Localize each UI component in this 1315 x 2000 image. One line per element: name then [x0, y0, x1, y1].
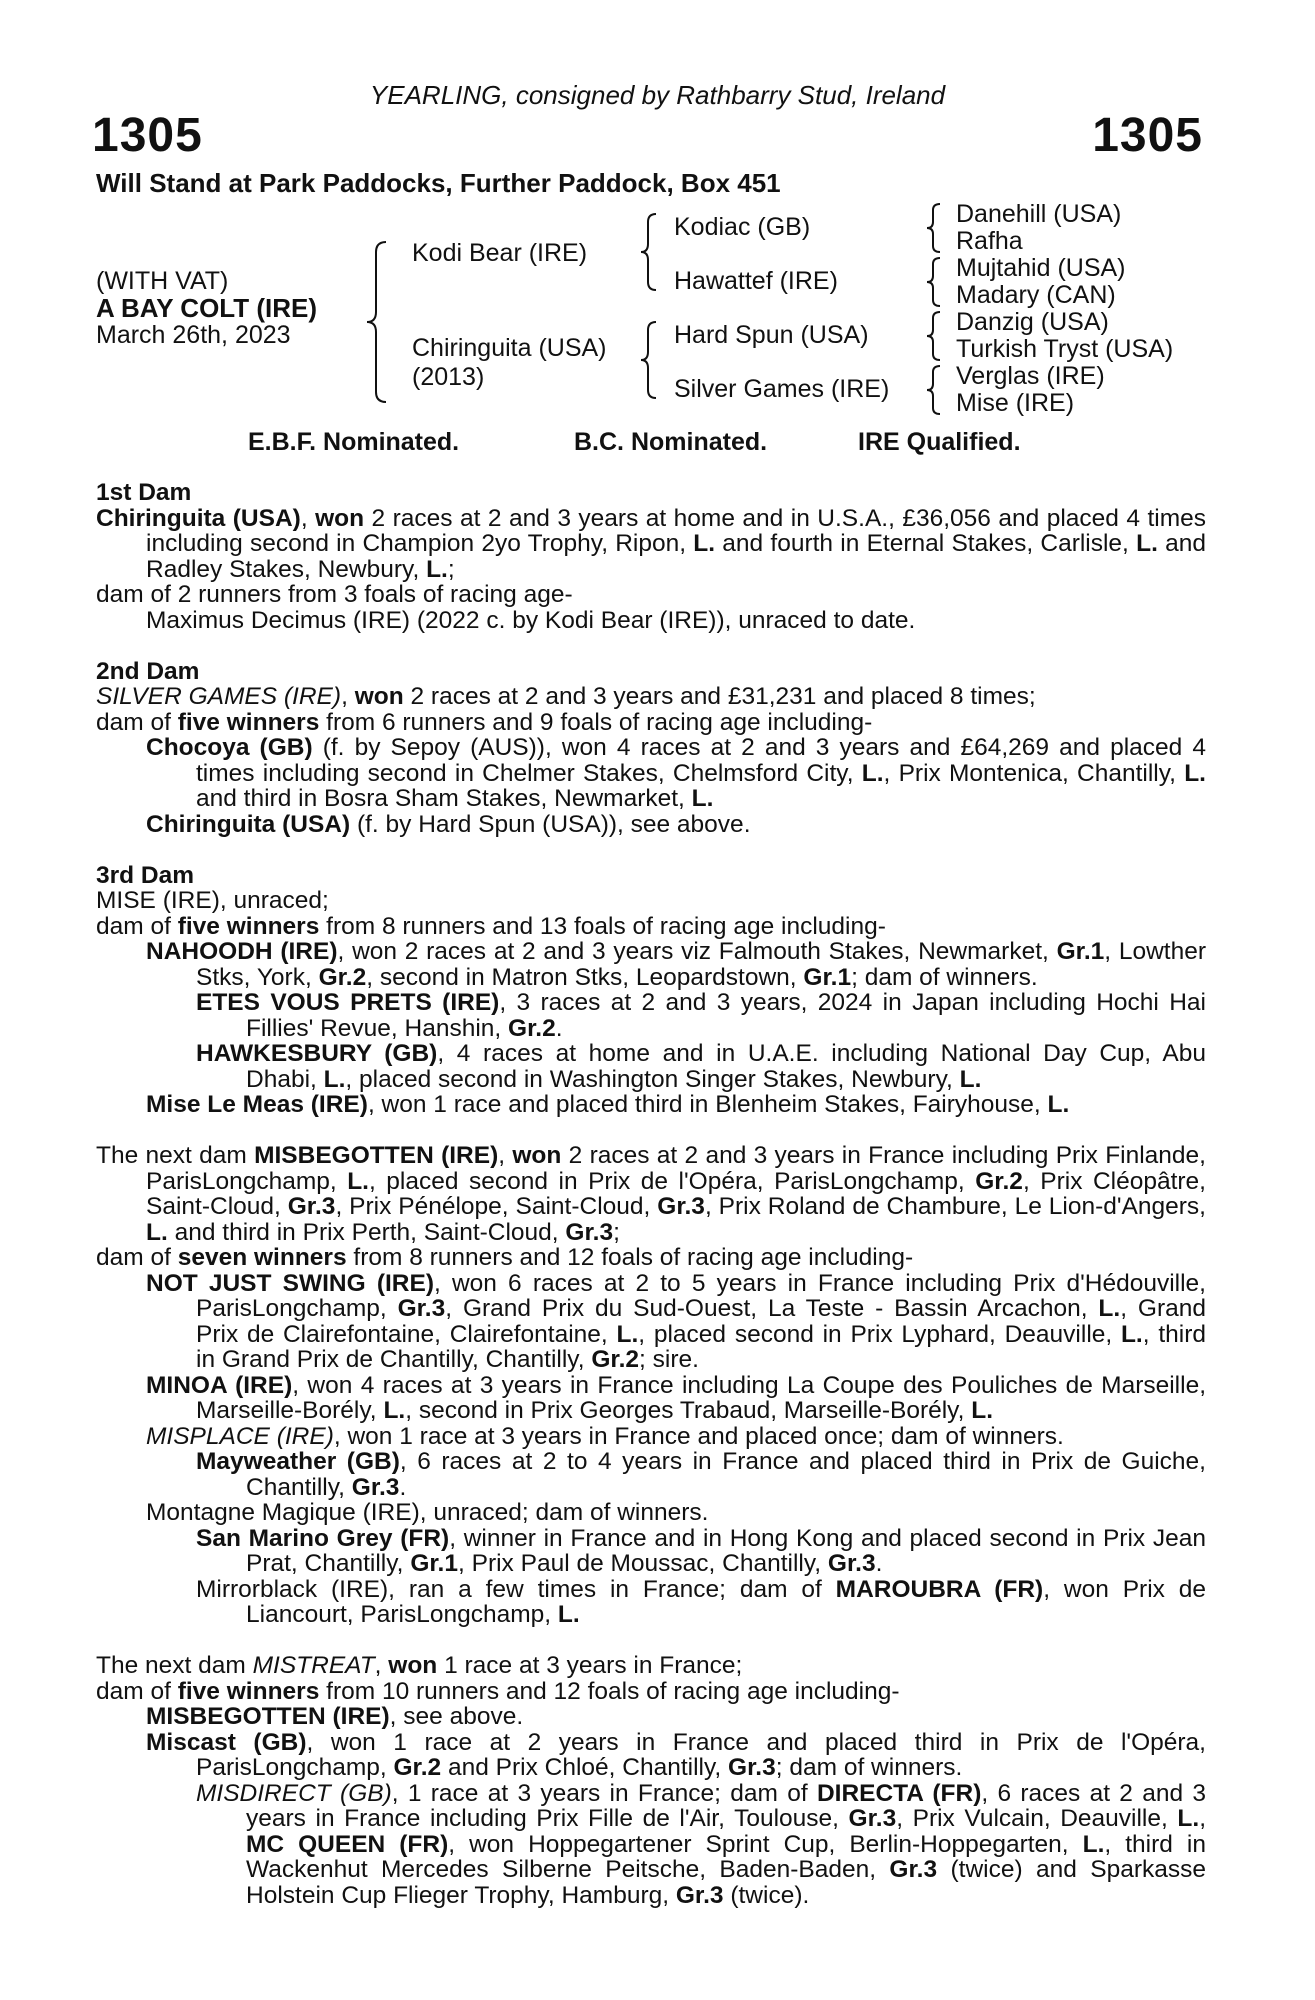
text: , placed second in Prix de l'Opéra, ParisLongchamp, — [368, 1167, 976, 1195]
text: and third in Prix Perth, Saint-Cloud, — [167, 1218, 566, 1246]
bracket-sire — [638, 210, 660, 294]
text: dam of — [96, 708, 178, 736]
grandparent-7: Verglas (IRE) — [956, 362, 1105, 390]
text: , 6 races at 2 to 4 years in France and placed third in Prix de Guiche, Chantilly, — [246, 1448, 1206, 1501]
text: dam of — [96, 1677, 178, 1705]
listed-tag: L. — [691, 785, 714, 812]
horse-name: MAROUBRA (FR) — [835, 1575, 1044, 1603]
stand-location: Will Stand at Park Paddocks, Further Paddock, Box 451 — [96, 168, 781, 198]
mistreat-produce-summary — [96, 1679, 1206, 1705]
group-tag: Gr.3 — [848, 1805, 897, 1832]
group-tag: Gr.3 — [351, 1473, 400, 1501]
first-dam-produce-item: Maximus Decimus (IRE) (2022 c. by Kodi Bear (IRE)), unraced to date. — [146, 606, 916, 634]
produce-chiringuita — [96, 812, 1206, 838]
text: , Grand Prix de Clairefontaine, Clairefontaine, — [196, 1295, 1206, 1348]
group-tag: Gr.2 — [393, 1754, 442, 1781]
text: (f. by Hard Spun (USA)), see above. — [350, 810, 751, 838]
winners-count: five winners — [177, 912, 320, 940]
group-tag: Gr.2 — [508, 1014, 556, 1042]
dam-year: (2013) — [412, 363, 485, 391]
horse-name: Chiringuita (USA) — [146, 810, 351, 838]
text: , 6 races at 2 and 3 years in France including Prix Fille de l'Air, Toulouse, — [246, 1779, 1207, 1832]
won-label: won — [512, 1142, 562, 1169]
text: , won 1 race and placed third in Blenheim Stakes, Fairyhouse, — [367, 1091, 1048, 1118]
ire-qualified: IRE Qualified. — [858, 428, 1021, 456]
winners-count: five winners — [177, 708, 320, 736]
second-dam-produce-summary — [96, 710, 1206, 736]
text: and third in Bosra Sham Stakes, Newmarket, — [196, 785, 692, 812]
text: and Prix Chloé, Chantilly, — [441, 1754, 729, 1781]
group-tag: Gr.2 — [318, 963, 367, 991]
produce-hawkesbury — [96, 1041, 1206, 1092]
text: (twice). — [723, 1881, 810, 1909]
group-tag: Gr.3 — [565, 1218, 614, 1246]
text: . — [875, 1550, 883, 1577]
text: ; dam of winners. — [775, 1754, 963, 1781]
listed-tag: L. — [861, 759, 884, 787]
ebf-nominated: E.B.F. Nominated. — [248, 428, 460, 456]
bc-nominated: B.C. Nominated. — [574, 428, 768, 456]
text: , Lowther Stks, York, — [196, 938, 1206, 991]
text: , won 6 races at 2 to 5 years in France including Prix d'Hédouville, ParisLongchamp, — [196, 1269, 1206, 1322]
text: from 6 runners and 9 foals of racing age including- — [319, 708, 873, 736]
horse-name: MISDIRECT (GB) — [196, 1779, 392, 1807]
listed-tag: L. — [693, 530, 716, 557]
text: , won 1 race at 3 years in France and placed once; dam of winners. — [333, 1422, 1064, 1450]
text: , 3 races at 2 and 3 years, 2024 in Japan including Hochi Hai Fillies' Revue, Hanshin, — [246, 989, 1206, 1042]
horse-name: MC QUEEN (FR) — [246, 1830, 449, 1858]
horse-name: Mise Le Meas (IRE) — [146, 1091, 368, 1118]
third-dam-produce-summary — [96, 914, 1206, 940]
listed-tag: L. — [146, 1218, 168, 1246]
horse-name: Mayweather (GB) — [196, 1448, 400, 1475]
text: 2 races at 2 and 3 years at home and in U.S.A., £36,056 and placed 4 times including second in Champion 2yo Trophy, Ripon, — [146, 504, 1206, 557]
produce-misdirect: MISDIRECT (GB), 1 race at 3 years in France; dam of DIRECTA (FR), 6 races at 2 and 3 years in France including Prix Fille de l'Air, Toulouse, Gr.3, Prix Vulcain, Deauville, L., MC QUEEN (FR), won Hoppegartener Sprint Cup, Berlin-Hoppegarten, L., third in Wackenhut Mercedes Silberne Peitsche, Baden-Baden, Gr.3 (twice) and Sparkasse Holstein Cup Flieger Trophy, Hamburg, Gr.3 (twice). — [196, 1779, 1207, 1909]
produce-etes-vous-prets — [96, 990, 1206, 1041]
text: (f. by Sepoy (AUS)), won 4 races at 2 and 3 years and £64,269 and placed 4 times including second in Chelmer Stakes, Chelmsford City, — [196, 734, 1206, 787]
dam: Chiringuita (USA) — [412, 334, 607, 362]
horse-name: Chocoya (GB) — [146, 734, 313, 761]
text: , 4 races at home and in U.A.E. including National Day Cup, Abu Dhabi, — [246, 1040, 1206, 1093]
consignment-line: YEARLING, consigned by Rathbarry Stud, Ireland — [369, 80, 946, 110]
produce-not-just-swing — [96, 1271, 1206, 1373]
group-tag: Gr.1 — [803, 963, 852, 991]
won-label: won — [354, 683, 404, 710]
misbegotten-produce-summary — [96, 1245, 1206, 1271]
grandparent-1: Danehill (USA) — [956, 200, 1122, 228]
produce-montagne-magique: Montagne Magique (IRE), unraced; dam of winners. — [146, 1499, 709, 1526]
horse-name: ETES VOUS PRETS (IRE) — [196, 989, 500, 1016]
text: , Grand Prix du Sud-Ouest, La Teste - Bassin Arcachon, — [445, 1295, 1099, 1322]
produce-minoa — [96, 1373, 1206, 1424]
text: , second in Prix Georges Trabaud, Marseille-Borély, — [405, 1397, 972, 1424]
text: , 1 race at 3 years in France; dam of — [391, 1779, 817, 1807]
grandparent-2: Rafha — [956, 227, 1023, 255]
text: , won Prix de Liancourt, ParisLongchamp, — [246, 1575, 1206, 1628]
horse-name: MINOA (IRE) — [146, 1371, 293, 1399]
third-dam-heading: 3rd Dam — [96, 861, 195, 889]
grandparent-6: Turkish Tryst (USA) — [956, 335, 1174, 363]
text: , won Hoppegartener Sprint Cup, Berlin-Hoppegarten, — [448, 1830, 1083, 1858]
dam-dam: Silver Games (IRE) — [674, 375, 890, 403]
text: , won 1 race at 2 years in France and placed third in Prix de l'Opéra, ParisLongchamp, — [196, 1728, 1206, 1781]
text: ; dam of winners. — [851, 963, 1038, 991]
horse-name: NOT JUST SWING (IRE) — [146, 1269, 434, 1297]
horse-name: NAHOODH (IRE) — [146, 938, 338, 965]
horse-name: MISTREAT — [252, 1652, 375, 1679]
bracket-dam — [638, 318, 660, 402]
text: from 10 runners and 12 foals of racing age including- — [319, 1677, 900, 1705]
sire: Kodi Bear (IRE) — [412, 239, 588, 267]
produce-mayweather — [96, 1449, 1206, 1500]
lot-number-right: 1305 — [1092, 109, 1203, 162]
listed-tag: L. — [616, 1320, 639, 1348]
listed-tag: L. — [1047, 1091, 1070, 1118]
produce-miscast — [96, 1730, 1206, 1781]
group-tag: Gr.1 — [410, 1550, 458, 1577]
sire-dam: Hawattef (IRE) — [674, 267, 838, 295]
dam-sire: Hard Spun (USA) — [674, 321, 869, 349]
text: , Prix Montenica, Chantilly, — [883, 759, 1185, 787]
first-dam-name: Chiringuita (USA) — [96, 504, 301, 532]
bracket-g4 — [924, 362, 944, 418]
group-tag: Gr.3 — [675, 1881, 724, 1909]
text: , Prix Roland de Chambure, Le Lion-d'Angers, — [704, 1193, 1206, 1220]
produce-chocoya — [96, 735, 1206, 812]
first-dam-heading: 1st Dam — [96, 479, 192, 506]
bracket-main — [364, 238, 394, 406]
group-tag: Gr.3 — [827, 1550, 876, 1577]
text: , won 4 races at 3 years in France including La Coupe des Pouliches de Marseille, Marseille-Borély, — [196, 1371, 1207, 1424]
group-tag: Gr.3 — [397, 1295, 446, 1322]
text: 2 races at 2 and 3 years and £31,231 and placed 8 times; — [403, 683, 1036, 710]
listed-tag: L. — [971, 1397, 994, 1424]
group-tag: Gr.3 — [287, 1193, 336, 1220]
produce-nahoodh — [96, 939, 1206, 990]
text: 2 races at 2 and 3 years in France including Prix Finlande, ParisLongchamp, — [146, 1142, 1206, 1195]
sire-sire: Kodiac (GB) — [674, 213, 811, 241]
text: ; — [447, 555, 455, 583]
winners-count: five winners — [177, 1677, 320, 1705]
text: , placed second in Washington Singer Stakes, Newbury, — [345, 1065, 960, 1093]
bracket-g2 — [924, 254, 944, 310]
listed-tag: L. — [1184, 759, 1206, 787]
vat-note: (WITH VAT) — [96, 267, 229, 295]
listed-tag: L. — [1177, 1805, 1200, 1832]
bracket-g1 — [924, 200, 944, 256]
grandparent-8: Mise (IRE) — [956, 389, 1075, 417]
group-tag: Gr.2 — [975, 1167, 1023, 1195]
text: The next dam — [96, 1652, 253, 1679]
text: , Prix Vulcain, Deauville, — [896, 1805, 1178, 1832]
listed-tag: L. — [557, 1601, 580, 1628]
listed-tag: L. — [323, 1065, 346, 1093]
group-tag: Gr.3 — [889, 1856, 938, 1883]
text: from 8 runners and 12 foals of racing age including- — [346, 1244, 914, 1271]
text: 1 race at 3 years in France; — [437, 1652, 743, 1679]
third-dam-record: MISE (IRE), unraced; — [96, 887, 329, 914]
text: . — [555, 1014, 563, 1042]
produce-misplace — [96, 1424, 1206, 1450]
bracket-g3 — [924, 308, 944, 364]
horse-name: HAWKESBURY (GB) — [196, 1040, 438, 1067]
catalogue-body — [96, 480, 1206, 1908]
won-label: won — [388, 1652, 438, 1679]
horse-name: A BAY COLT (IRE) — [96, 293, 318, 323]
text: , Prix Paul de Moussac, Chantilly, — [458, 1550, 828, 1577]
group-tag: Gr.3 — [657, 1193, 705, 1220]
horse-name: Miscast (GB) — [146, 1728, 307, 1756]
foaling-date: March 26th, 2023 — [96, 321, 291, 349]
listed-tag: L. — [383, 1397, 406, 1424]
winners-count: seven winners — [177, 1244, 347, 1271]
horse-name: MISBEGOTTEN (IRE) — [254, 1142, 499, 1169]
won-label: won — [315, 504, 365, 532]
first-dam-record: Chiringuita (USA), won 2 races at 2 and 3 years at home and in U.S.A., £36,056 and placed 4 times including second in Champion 2yo Trophy, Ripon, L. and fourth in Eternal Stakes, Carlisle, L. and Radley Stakes, Newbury, L.; — [96, 504, 1206, 583]
text: ; — [613, 1218, 620, 1246]
grandparent-4: Madary (CAN) — [956, 281, 1116, 309]
produce-misbegotten — [96, 1704, 1206, 1730]
listed-tag: L. — [1082, 1830, 1105, 1858]
horse-name: DIRECTA (FR) — [816, 1779, 982, 1807]
listed-tag: L. — [1120, 1320, 1143, 1348]
lot-number-left: 1305 — [92, 109, 203, 162]
grandparent-5: Danzig (USA) — [956, 308, 1109, 336]
text: dam of — [96, 912, 178, 940]
listed-tag: L. — [1136, 530, 1158, 557]
text: Mirrorblack (IRE), ran a few times in France; dam of — [196, 1575, 836, 1603]
first-dam-produce-summary: dam of 2 runners from 3 foals of racing age- — [96, 581, 573, 608]
text: . — [399, 1473, 407, 1501]
text: , Prix Cléopâtre, Saint-Cloud, — [146, 1167, 1206, 1220]
text: The next dam — [96, 1142, 255, 1169]
next-dam-mistreat: The next dam MISTREAT, won 1 race at 3 years in France; — [96, 1652, 743, 1679]
grandparent-3: Mujtahid (USA) — [956, 254, 1126, 282]
text: ; sire. — [639, 1346, 699, 1373]
produce-san-marino-grey — [96, 1526, 1206, 1577]
text: , placed second in Prix Lyphard, Deauville, — [638, 1320, 1121, 1348]
horse-name: San Marino Grey (FR) — [196, 1524, 450, 1552]
second-dam-record: SILVER GAMES (IRE), won 2 races at 2 and 3 years and £31,231 and placed 8 times; — [96, 683, 1036, 710]
listed-tag: L. — [1098, 1295, 1121, 1322]
text: from 8 runners and 13 foals of racing age including- — [319, 912, 886, 940]
text: dam of — [96, 1244, 178, 1271]
text: , won 2 races at 2 and 3 years viz Falmouth Stakes, Newmarket, — [337, 938, 1057, 965]
text: , third in Wackenhut Mercedes Silberne Peitsche, Baden-Baden, — [246, 1830, 1207, 1883]
produce-mise-le-meas — [96, 1092, 1206, 1118]
text: (twice) and Sparkasse Holstein Cup Flieger Trophy, Hamburg, — [246, 1856, 1207, 1909]
horse-name: MISPLACE (IRE) — [146, 1422, 334, 1450]
next-dam-misbegotten: The next dam MISBEGOTTEN (IRE), won 2 races at 2 and 3 years in France including Prix Finlande, ParisLongchamp, L., placed second in Prix de l'Opéra, ParisLongchamp, Gr.2, Prix Cléopâtre, Saint-Cloud, Gr.3, Prix Pénélope, Saint-Cloud, Gr.3, Prix Roland de Chambure, Le Lion-d'Angers, L. and third in Prix Perth, Saint-Cloud, Gr.3; — [96, 1142, 1206, 1246]
group-tag: Gr.3 — [728, 1754, 776, 1781]
text: , Prix Pénélope, Saint-Cloud, — [335, 1193, 658, 1220]
group-tag: Gr.2 — [591, 1346, 640, 1373]
group-tag: Gr.1 — [1056, 938, 1105, 965]
horse-name: MISBEGOTTEN (IRE) — [146, 1703, 390, 1730]
second-dam-name: SILVER GAMES (IRE) — [96, 683, 342, 710]
listed-tag: L. — [347, 1167, 369, 1195]
text: , winner in France and in Hong Kong and placed second in Prix Jean Prat, Chantilly, — [246, 1524, 1206, 1577]
text: and fourth in Eternal Stakes, Carlisle, — [715, 530, 1137, 557]
produce-mirrorblack — [96, 1577, 1206, 1628]
second-dam-heading: 2nd Dam — [96, 657, 200, 685]
text: , second in Matron Stks, Leopardstown, — [366, 963, 804, 991]
text: and Radley Stakes, Newbury, — [146, 530, 1206, 583]
text: , third in Grand Prix de Chantilly, Chantilly, — [196, 1320, 1206, 1373]
listed-tag: L. — [426, 555, 448, 583]
text: , see above. — [389, 1703, 524, 1730]
listed-tag: L. — [959, 1065, 982, 1093]
